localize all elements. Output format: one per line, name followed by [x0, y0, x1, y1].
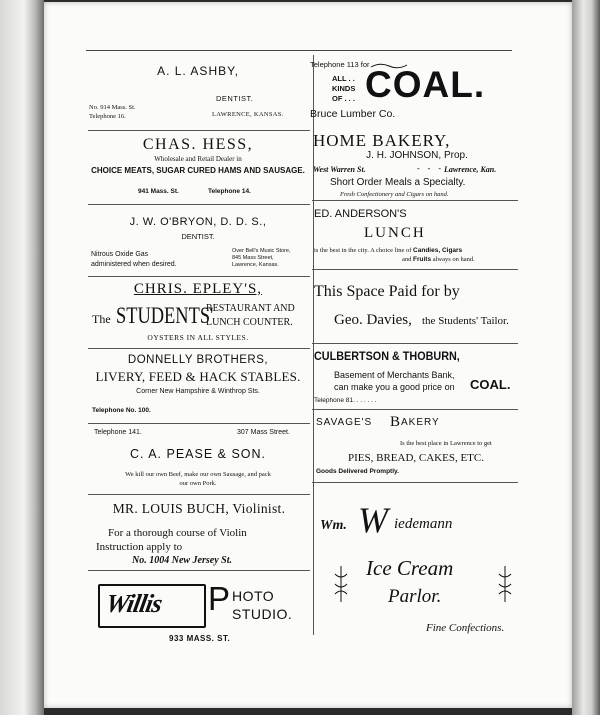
ad-epley — [86, 281, 310, 347]
epley-the: The — [92, 312, 111, 326]
culbertson-phone: Telephone 81. . . . . . . — [314, 397, 377, 404]
obryon-name: J. W. O'BRYON, D. D. S., — [129, 216, 267, 228]
ad-obryon — [86, 216, 310, 274]
culbertson-name: CULBERTSON & THOBURN, — [314, 349, 460, 363]
obryon-title: DENTIST. — [181, 232, 215, 241]
donnelly-line: LIVERY, FEED & HACK STABLES. — [95, 369, 301, 384]
ad-coal — [310, 58, 524, 126]
ornament-left-icon — [332, 564, 350, 604]
ad-davies — [310, 283, 524, 339]
wiedemann-name: iedemann — [394, 516, 453, 532]
ashby-name: A. L. ASHBY, — [157, 64, 239, 78]
willis-logo: Willis — [103, 589, 164, 618]
willis-studio: STUDIO. — [232, 606, 293, 622]
buch-line-2: Instruction apply to — [96, 541, 183, 553]
willis-logo-box — [98, 584, 206, 628]
bakery-city: Lawrence, Kan. — [444, 165, 497, 174]
ornament-right-icon — [496, 564, 514, 604]
ad-buch — [86, 501, 312, 569]
bakery-fresh: Fresh Confectionery and Cigars on hand. — [340, 191, 449, 198]
culbertson-line-2: can make you a good price on — [334, 382, 455, 392]
epley-students: STUDENTS' — [116, 303, 214, 328]
ashby-address: No. 914 Mass. St. — [89, 104, 136, 111]
divider-r5 — [312, 482, 518, 483]
anderson-and: and — [402, 256, 412, 263]
davies-name: Geo. Davies, — [334, 312, 412, 328]
davies-line-1: This Space Paid for by — [314, 283, 460, 300]
coal-kinds: KINDS — [332, 84, 356, 93]
coal-of: OF . . . — [332, 94, 355, 103]
divider-3 — [88, 276, 310, 277]
obryon-service-2: administered when desired. — [91, 261, 177, 268]
wiedemann-w: W — [358, 500, 388, 540]
divider-r2 — [312, 269, 518, 270]
divider-r3 — [312, 343, 518, 344]
obryon-location-1: Over Bell's Music Store, — [232, 248, 291, 254]
hess-name: CHAS. HESS, — [142, 136, 254, 153]
ad-home-bakery — [310, 131, 524, 199]
divider-7 — [88, 570, 310, 571]
savage-name-1: SAVAGE'S — [316, 417, 373, 428]
hess-phone: Telephone 14. — [208, 188, 251, 195]
savage-name-2: AKERY — [401, 417, 440, 428]
bakery-street: West Warren St. — [313, 165, 366, 174]
anderson-fruits: Fruits — [413, 256, 432, 263]
wiedemann-wm: Wm. — [320, 518, 347, 533]
epley-line-1: RESTAURANT AND — [206, 303, 295, 314]
willis-address: 933 MASS. ST. — [169, 634, 231, 643]
wiedemann-fine: Fine Confections. — [426, 622, 505, 634]
divider-5 — [88, 423, 310, 424]
obryon-service-1: Nitrous Oxide Gas — [91, 251, 149, 258]
culbertson-line-1: Basement of Merchants Bank, — [334, 370, 455, 380]
wiedemann-line-1: Ice Cream — [366, 556, 454, 580]
coal-headline: COAL. — [365, 64, 486, 105]
anderson-post: always on hand. — [432, 256, 475, 263]
savage-line-1: Is the best place in Lawrence to get — [400, 440, 492, 447]
ad-willis — [86, 578, 312, 648]
divider-2 — [88, 204, 310, 205]
obryon-location-3: Lawrence, Kansas. — [232, 262, 279, 268]
bakery-name: HOME BAKERY, — [313, 131, 451, 150]
savage-b: B — [390, 414, 401, 430]
bakery-meals: Short Order Meals a Specialty. — [330, 177, 466, 188]
savage-delivered: Goods Delivered Promptly. — [316, 468, 399, 475]
hess-goods: CHOICE MEATS, SUGAR CURED HAMS AND SAUSAGE. — [91, 166, 305, 175]
ad-savage — [310, 414, 524, 480]
ashby-title: DENTIST. — [216, 94, 254, 103]
culbertson-coal: COAL. — [470, 377, 511, 392]
coal-phone: Telephone 113 for — [310, 60, 370, 69]
page-edge — [572, 0, 600, 715]
anderson-description — [314, 246, 526, 264]
buch-name: MR. LOUIS BUCH, Violinist. — [112, 501, 286, 516]
top-rule — [86, 50, 512, 51]
ashby-city: LAWRENCE, KANSAS. — [212, 111, 284, 118]
coal-company: Bruce Lumber Co. — [310, 108, 396, 120]
hess-subtitle: Wholesale and Retail Dealer in — [154, 155, 242, 163]
ad-pease — [86, 429, 310, 491]
hess-address: 941 Mass. St. — [138, 188, 179, 195]
pease-name: C. A. PEASE & SON. — [129, 447, 267, 461]
donnelly-name: DONNELLY BROTHERS, — [127, 354, 269, 366]
donnelly-phone: Telephone No. 100. — [92, 407, 151, 414]
divider-r4 — [312, 409, 518, 410]
obryon-location-2: 845 Mass Street, — [232, 255, 274, 261]
ad-ashby — [86, 64, 310, 130]
divider-6 — [88, 494, 310, 495]
willis-p: P — [208, 580, 231, 617]
savage-goods: PIES, BREAD, CAKES, ETC. — [348, 452, 484, 464]
divider-r1 — [312, 200, 518, 201]
wiedemann-line-2: Parlor. — [388, 586, 442, 607]
pease-note-1: We kill our own Beef, make our own Sausage, and pack — [125, 471, 271, 478]
book-spine — [0, 0, 44, 715]
pease-note-2: our own Pork. — [179, 480, 217, 487]
davies-tailor: the Students' Tailor. — [422, 315, 509, 327]
buch-line-1: For a thorough course of Violin — [108, 527, 247, 539]
bakery-dashes: - - - — [417, 164, 441, 173]
epley-oysters: OYSTERS IN ALL STYLES. — [147, 333, 249, 342]
epley-line-2: LUNCH COUNTER. — [206, 317, 293, 328]
willis-hoto: HOTO — [232, 588, 275, 604]
anderson-lunch: LUNCH — [364, 225, 426, 241]
ad-donnelly — [86, 354, 310, 424]
buch-address: No. 1004 New Jersey St. — [132, 555, 232, 566]
divider-4 — [88, 348, 310, 349]
bakery-prop: J. H. JOHNSON, Prop. — [366, 150, 468, 161]
pease-phone: Telephone 141. — [94, 429, 142, 436]
pease-address: 307 Mass Street. — [237, 429, 290, 436]
ad-anderson — [310, 208, 524, 266]
anderson-name: ED. ANDERSON'S — [314, 208, 407, 220]
ad-wiedemann — [310, 500, 524, 640]
ad-hess — [86, 136, 310, 202]
coal-all: ALL . . — [332, 74, 355, 83]
ad-culbertson — [310, 349, 524, 407]
donnelly-address: Corner New Hampshire & Winthrop Sts. — [136, 388, 260, 395]
epley-name: CHRIS. EPLEY'S, — [133, 281, 263, 297]
anderson-candies: Candies, Cigars — [413, 247, 463, 254]
ashby-phone: Telephone 16. — [89, 113, 126, 120]
anderson-pre: is the best in the city. A choice line of — [314, 247, 412, 254]
divider-1 — [88, 130, 310, 131]
